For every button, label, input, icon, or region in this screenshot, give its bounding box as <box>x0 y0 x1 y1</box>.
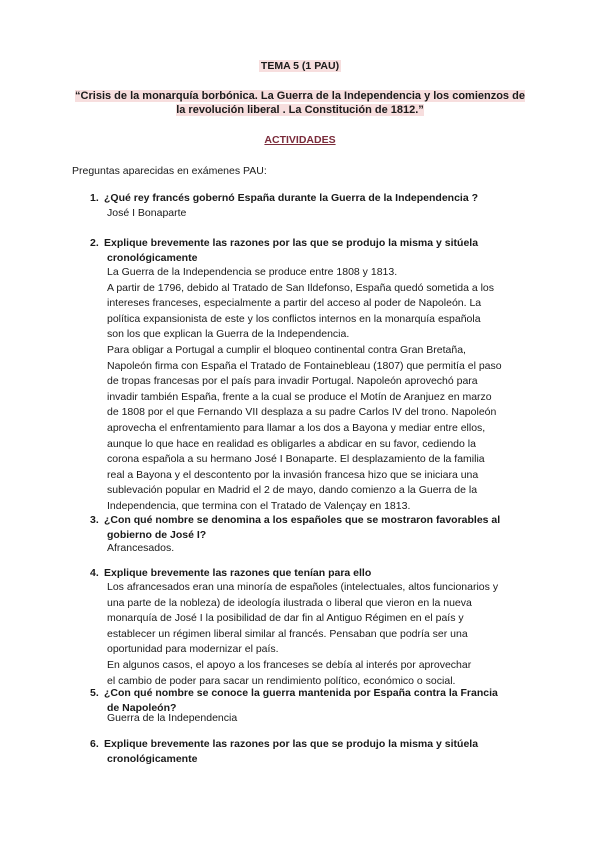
question-5: 5. ¿Con qué nombre se conoce la guerra mantenida por España contra la Francia de Napoleón? <box>90 687 498 714</box>
document-title: TEMA 5 (1 PAU) <box>260 60 340 72</box>
answer-2: La Guerra de la Independencia se produce entre 1808 y 1813. A partir de 1796, debido al Tratado de San Ildefonso, España quedó sometida a los intereses franceses, especialmente a partir del acceso al poder de Napoleón. La política expansionista de este y los conflictos internos en la monarquía española son los que explican la Guerra de la Independencia. Para obligar a Portugal a cumplir el bloqueo continental contra Gran Bretaña, Napoleón firma con España el Tratado de Fontainebleau (1807) que permitía el paso de tropas francesas por el país para invadir Portugal. Napoleón aprovechó para invadir también España, frente a la cual se produce el Motín de Aranjuez en marzo de 1808 por el que Fernando VII desplaza a su padre Carlos IV del trono. Napoleón aprovecha el enfrentamiento para llamar a los dos a Bayona y mediar entre ellos, aunque lo que hace en realidad es obligarles a abdicar en su favor, cediendo la corona española a su hermano José I Bonaparte. El desplazamiento de la familia real a Bayona y el descontento por la invasión francesa hizo que se iniciara una sublevación popular en Madrid el 2 de mayo, dando comienzo a la Guerra de la Independencia, que termina con el Tratado de Valençay en 1813. <box>107 266 502 512</box>
question-2: 2. Explique brevemente las razones por las que se produjo la misma y sitúela cronológicamente <box>90 237 479 264</box>
question-4: 4. Explique brevemente las razones que tenían para ello <box>90 567 372 579</box>
answer-4: Los afrancesados eran una minoría de españoles (intelectuales, altos funcionarios y una parte de la nobleza) de ideología ilustrada o liberal que vieron en la nueva monarquía de José I la posibilidad de dar fin al Antiguo Régimen en el país y establecer un régimen liberal similar al francés. Pensaban que podría ser una oportunidad para modernizar el país. En algunos casos, el apoyo a los franceses se debía al interés por aprovechar el cambio de poder para sacar un rendimiento político, económico o social. <box>107 581 499 687</box>
question-1: 1. ¿Qué rey francés gobernó España durante la Guerra de la Independencia ? <box>90 192 479 204</box>
intro-text: Preguntas aparecidas en exámenes PAU: <box>72 165 267 177</box>
answer-3: Afrancesados. <box>107 542 175 554</box>
subtitle-line-2: la revolución liberal . La Constitución de 1812.” <box>176 104 424 116</box>
answer-5: Guerra de la Independencia <box>107 712 238 724</box>
activities-heading: ACTIVIDADES <box>264 134 336 146</box>
question-3: 3. ¿Con qué nombre se denomina a los españoles que se mostraron favorables al gobierno de José I? <box>90 514 501 541</box>
question-6: 6. Explique brevemente las razones por las que se produjo la misma y sitúela cronológicamente <box>90 738 479 765</box>
answer-1: José I Bonaparte <box>107 207 187 219</box>
subtitle-line-1: “Crisis de la monarquía borbónica. La Guerra de la Independencia y los comienzos de <box>75 90 525 102</box>
document-subtitle <box>70 89 530 117</box>
